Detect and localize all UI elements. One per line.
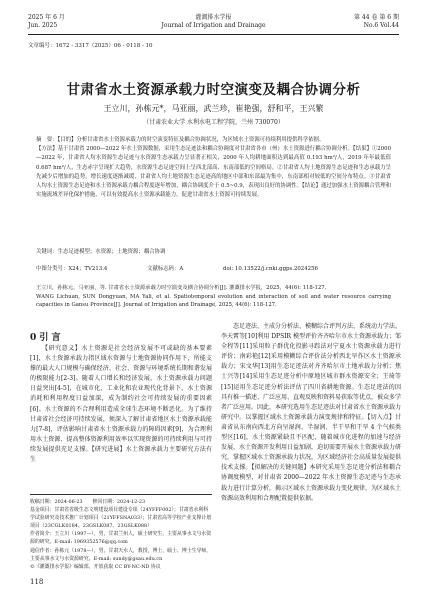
author-list: 王立川，孙栋元*，马亚丽，武兰珍，崔艳强，舒和平，王兴繁 (103, 104, 324, 113)
abstract (36, 136, 391, 200)
affiliation: （甘肃农业大学 水利水电工程学院，兰州 730070） (143, 119, 284, 126)
doi: doi: 10.13522/j.cnki.ggps.2024256 (223, 266, 318, 272)
keywords: 关键词：生态足迹模型；水资源；土地资源；耦合协调 (36, 249, 166, 255)
header-volume: 第 44 卷 第 6 期 No.6 Vol.44 (354, 14, 399, 29)
article-title: 甘肃省水土资源承载力时空演变及耦合协调分析 (66, 82, 361, 98)
running-header (28, 14, 399, 36)
footnote-line: 作者简介：王立川（1997—），男，甘肃兰州人，硕士研究生，主要从事水文与水资源的研究。E-mail: 1969352576@qq.com (30, 531, 212, 546)
body-paragraph: 态足迹法、主成分分析法、模糊综合评判方法、系统动力学法。李天霄等[10]利用 DPSIR 模型评价齐齐哈尔市水土资源承载力；邹全程等[11]采用粒子群优化投影寻踪法对宁夏水土资源承载力进行评价；南彩艳[12]采用模糊综合评价法分析西北旱作区水土资源承载力；宋文华[13]用生态足迹法对齐齐哈尔市土地承载力分析；焦士兴等[14]采用生态足迹分析中原地区城市群水资源安全；王琦等[15]运用生态足迹分析法评估了四川省耕地资源。生态足迹法的因具有推一描述、广泛应用、直观反映和资料易获取等优点，被众多学者广泛应用。因此，本研究选用生态足迹法对甘肃省水土资源承载力研究中。以掌握区域水土资源承载力演变规律和特征。【切入点】甘肃省从东南向西北方向呈湿润、半湿润、半干旱和干旱 4 个气候类型区[16]，水土资源紧缺且不匹配，随着城市化进程的加速与经济发展，水土资源开发利用日益加剧，迫切需要开展水土资源承载力研究，掌握区域水土资源承载力状况，为区域经济社会高质量发展提供技术支撑。【拟解决的关键问题】本研究采用生态足迹分析法和耦合协调度模型，对甘肃省 2000—2022 年水土资源生态足迹与生态承载力进行计算分析，揭示区域水土资源承载力变化规律，为区域水土资源高效利用和合理配置提供依据。 (221, 323, 402, 502)
classification (36, 265, 391, 274)
footnote-line: 通信作者：孙栋元（1978—），男，甘肃天水人，教授，博士，硕士、博士生导师，主要从事水文与水资源研究。E-mail: sundy@gsau.edu.cn (30, 547, 212, 562)
citation-en: WANG Lichuan, SUN Dongyuan, MA Yali, et al. Spatiotemporal evolution and interaction of soil and water resource carrying capacities in Gansu Province[J]. Journal of Irrigation and Drainage, 2025, 44(6): 118-127. (36, 293, 391, 309)
clc-number: 中图分类号：X24；TV213.4 (36, 266, 108, 272)
footnote-line: 基金项目：甘肃省省级生态文明建设项目建设专项（24YFFF002）；甘肃省水利科学试验研究及技术推广计划项目（21YFFSNA033）；甘肃省高等学校产业支撑计划项目（23CGLK0184、23GSLK087、23GSLK088） (30, 507, 212, 530)
footnote-line: 收稿日期：2024-06-23 修回日期：2024-12-23 (30, 499, 146, 505)
document-code: 文献标志码：A (147, 266, 184, 272)
abstract-para: 【方法】基于甘肃省 2000—2022 年水土资源数据，采用生态足迹法和耦合协调度对甘肃省各市（州）水土资源进行耦合协调分析。【结果】①2000—2022 年，甘肃省人均水资源生态足迹与水资源生态承载力呈显著正相关，2000 年人均耕地面积达到最高值 0.193 hm²/人，2019 年年最低值 0.687 hm²/人，生态赤字呈现扩大趋势，水资源生态足迹空间上呈西北部高、东南部低的空间格局。②甘肃省人均土地资源生态足迹和生态承载力呈先减少后增加的趋势，增长速度逐渐减缓，甘肃省人均土地资源生态足迹高的地区中部和东部最为集中，东南部相对较低的空间分布特点。③甘肃省人均水土资源生态足迹和水土资源承载力耦合程度逐年增加，耦合协调度介于 0.5~0.9，表现出良好的协调性。【结论】通过加强水土资源耦合管理和实施流域差异化保护措施，可以有效提高水土资源承载能力，促进甘肃省水土资源可持续发展。 (36, 146, 391, 199)
page-number: 118 (30, 578, 44, 586)
body-column-right (221, 322, 401, 504)
citation-cn: 王立川，孙栋元，马亚丽，等. 甘肃省水土资源承载力时空演变及耦合协调分析[J]. 灌溉排水学报，2025，44(6): 118-127. (36, 285, 327, 291)
body-paragraph: 【研究意义】水土资源是社会经济发展不可或缺的基本要素[1]，水土资源承载力指区域水资源与土地资源协同作用下，所能支撑的最大人口规模与确保经济、社会、资源与环境系统长期和谐发展的极限能力[2-3]。随着人口增长和经济发展，水土资源承载力问题日益突出[4-5]，在城市化、工业化和农业现代化背景下，水土资源消耗和利用程度日益加深，成为制约社会可持续发展的重要因素[6]。水土资源的不合理利用造成全球生态环境不断恶化。为了维持甘肃省社会经济可持续发展，须深入了解甘肃省地区水土资源承载能力[7-8]，评估影响甘肃省水土资源承载力的障碍因素[9]，为合理利用水土资源、提高整体资源利用效率以实现资源的可持续利用与可持续发展提供充足支撑。【研究进展】水土资源承载力主要研究方法有生 (30, 345, 212, 464)
header-journal: 灌溉排水学报 Journal of Irrigation and Drainage (161, 14, 266, 29)
article-codes: 文章编号：1672 - 3317（2025）06 - 0118 - 10 (28, 43, 153, 49)
section-heading: 0 引 言 (30, 333, 61, 343)
footnote-line: ©《灌溉排水学报》编辑部，开放获取 CC BY-NC-ND 协议 (30, 563, 161, 570)
header-date: 2025 年 6 月 Jun. 2025 (28, 14, 65, 29)
citation-block (36, 284, 391, 310)
footnotes (30, 494, 212, 571)
abstract-para: 摘 要：【目的】分析甘肃省水土资源承载力的时空演变特征及耦合协调状况，为区域水土资源可持续利用提供科学依据。 (36, 137, 325, 143)
header-rule (28, 34, 399, 35)
body-column-left (30, 344, 212, 465)
